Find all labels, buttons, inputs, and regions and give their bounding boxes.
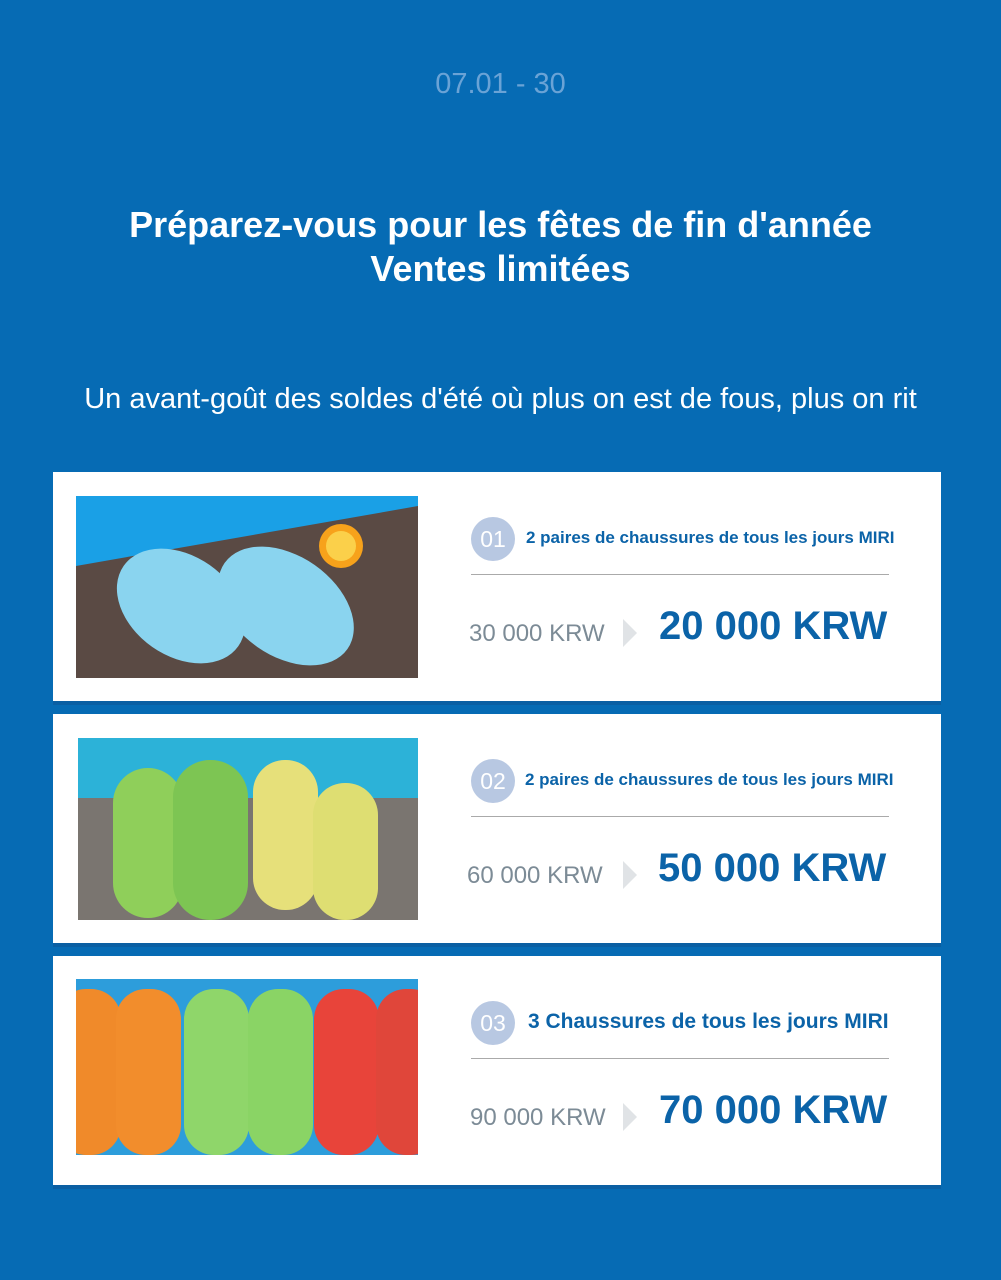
sale-price: 50 000 KRW xyxy=(658,846,887,890)
divider xyxy=(471,816,889,817)
divider xyxy=(471,1058,889,1059)
product-number-badge: 03 xyxy=(471,1001,515,1045)
original-price: 30 000 KRW xyxy=(469,620,605,647)
page-title xyxy=(0,203,1001,291)
title-line-1: Préparez-vous pour les fêtes de fin d'année xyxy=(129,204,872,245)
sale-price: 20 000 KRW xyxy=(659,604,888,648)
product-number-badge: 01 xyxy=(471,517,515,561)
product-name[interactable]: 2 paires de chaussures de tous les jours MIRI xyxy=(525,770,894,789)
original-price: 60 000 KRW xyxy=(467,862,603,889)
chevron-right-icon xyxy=(623,1103,637,1131)
promo-date: 07.01 - 30 xyxy=(435,68,566,100)
product-card[interactable] xyxy=(53,956,941,1185)
product-image-colorful-flipflops xyxy=(76,979,418,1155)
product-name[interactable]: 2 paires de chaussures de tous les jours MIRI xyxy=(526,528,895,547)
product-card[interactable] xyxy=(53,472,941,701)
product-image-blue-flipflops xyxy=(76,496,418,678)
divider xyxy=(471,574,889,575)
chevron-right-icon xyxy=(623,619,637,647)
product-image-green-yellow-flipflops xyxy=(78,738,418,920)
product-number-badge: 02 xyxy=(471,759,515,803)
product-name[interactable]: 3 Chaussures de tous les jours MIRI xyxy=(528,1010,889,1033)
original-price: 90 000 KRW xyxy=(470,1104,606,1131)
chevron-right-icon xyxy=(623,861,637,889)
title-line-2: Ventes limitées xyxy=(370,248,631,289)
page-subtitle: Un avant-goût des soldes d'été où plus on est de fous, plus on rit xyxy=(84,383,917,415)
sale-price: 70 000 KRW xyxy=(659,1088,888,1132)
product-card[interactable] xyxy=(53,714,941,943)
